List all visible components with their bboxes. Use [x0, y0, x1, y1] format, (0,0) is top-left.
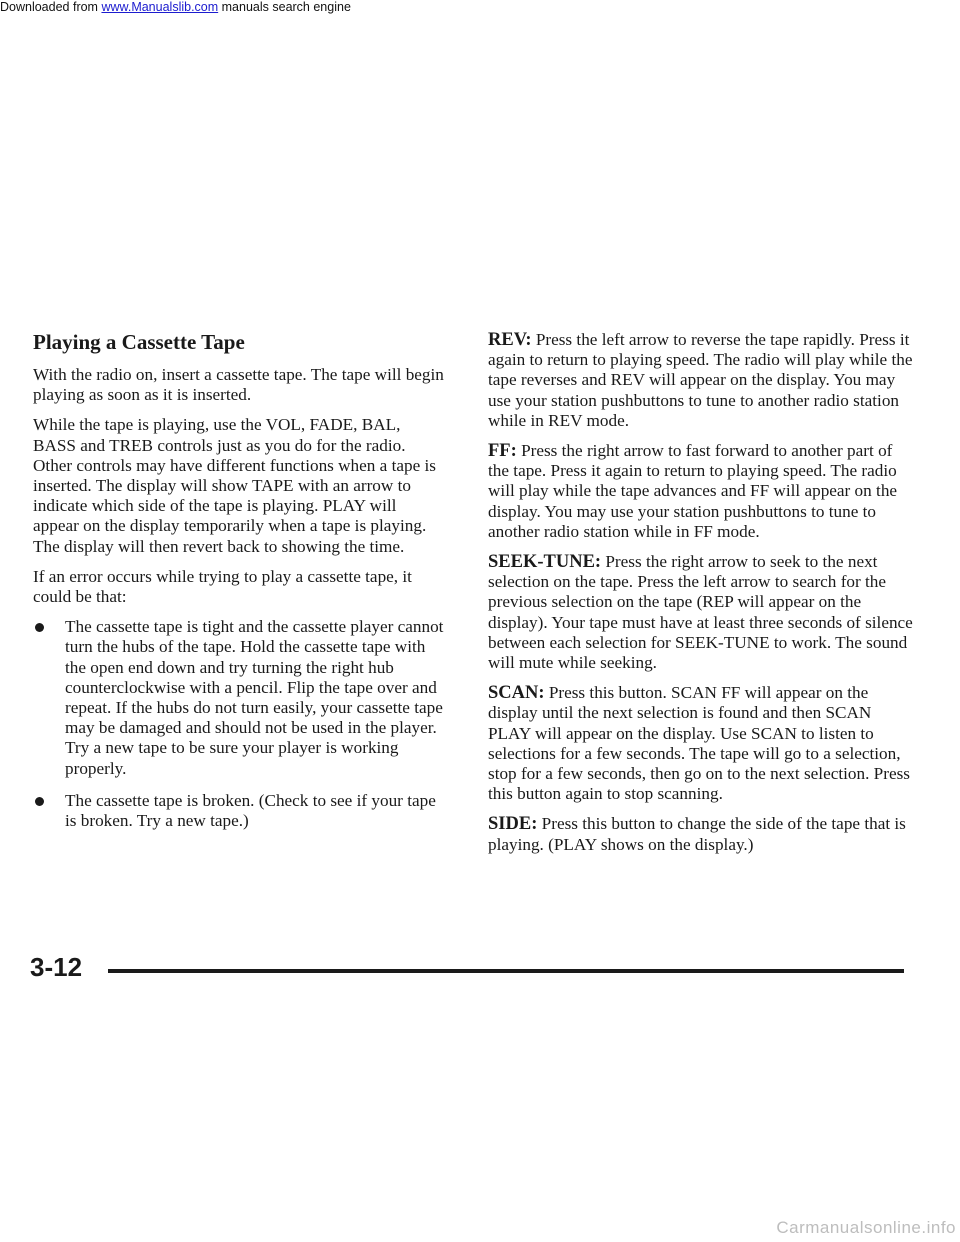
definition-side [488, 814, 916, 854]
site-watermark: Carmanualsonline.info [776, 1218, 956, 1237]
term-label: SCAN: [488, 683, 545, 704]
definition-scan [488, 683, 916, 804]
list-item-text: The cassette tape is broken. (Check to see if your tape is broken. Try a new tape.) [65, 790, 436, 831]
manualslib-link[interactable]: www.Manualslib.com [101, 0, 219, 14]
paragraph-error-intro: If an error occurs while trying to play a cassette tape, it could be that: [33, 566, 412, 607]
bullet-icon [35, 797, 44, 806]
term-description: Press this button. SCAN FF will appear on the display until the next selection is found and then SCAN PLAY will appear on the display. Use SCAN to listen to selections for a few seconds. The tape will go to a selection, stop for a few seconds, then go on to the next selection. Press this button again to stop scanning. [488, 683, 910, 804]
download-watermark [0, 0, 351, 14]
term-description: Press the right arrow to fast forward to another part of the tape. Press it again to return to playing speed. The radio will play while the tape advances and FF will appear on the display. You may use your station pushbuttons to tune to another radio station while in FF mode. [488, 441, 898, 541]
section-heading: Playing a Cassette Tape [33, 330, 245, 354]
term-description: Press the left arrow to reverse the tape rapidly. Press it again to return to playing speed. The radio will play while the tape reverses and REV will appear on the display. You may use your station pushbuttons to tune to another radio station while in REV mode. [488, 330, 913, 430]
paragraph-controls: While the tape is playing, use the VOL, FADE, BAL, BASS and TREB controls just as you do for the radio. Other controls may have different functions when a tape is inserted. The display will show TAPE with an arrow to indicate which side of the tape is playing. PLAY will appear on the display temporarily when a tape is playing. The display will then revert back to showing the time. [33, 415, 436, 556]
term-label: SEEK-TUNE: [488, 552, 602, 573]
list-item [33, 791, 445, 831]
definition-ff [488, 441, 916, 542]
term-label: SIDE: [488, 814, 538, 835]
list-item-text: The cassette tape is tight and the cassette player cannot turn the hubs of the tape. Hold the cassette tape with the open end down and try turning the right hub counterclockwise with a pencil. Flip the tape over and repeat. If the hubs do not turn easily, your cassette tape may be damaged and should not be used in the player. Try a new tape to be sure your player is working properly. [65, 617, 444, 778]
error-cause-list [33, 617, 445, 831]
list-item [33, 617, 445, 779]
left-column [33, 330, 445, 843]
bullet-icon [35, 623, 44, 632]
term-description: Press the right arrow to seek to the next selection on the tape. Press the left arrow to search for the previous selection on the tape (REP will appear on the display). Your tape must have at least three seconds of silence between each selection for SEEK-TUNE to work. The sound will mute while seeking. [488, 552, 913, 673]
term-description: Press this button to change the side of the tape that is playing. (PLAY shows on the display.) [488, 814, 906, 854]
term-label: REV: [488, 330, 532, 350]
page-number: 3-12 [30, 952, 83, 982]
definition-rev [488, 330, 916, 431]
paragraph-insert-tape: With the radio on, insert a cassette tape. The tape will begin playing as soon as it is inserted. [33, 365, 444, 405]
watermark-suffix: manuals search engine [218, 0, 351, 14]
term-label: FF: [488, 441, 517, 462]
definition-seek-tune [488, 552, 916, 673]
right-column [488, 330, 916, 865]
footer-divider [108, 969, 904, 973]
watermark-prefix: Downloaded from [0, 0, 102, 14]
